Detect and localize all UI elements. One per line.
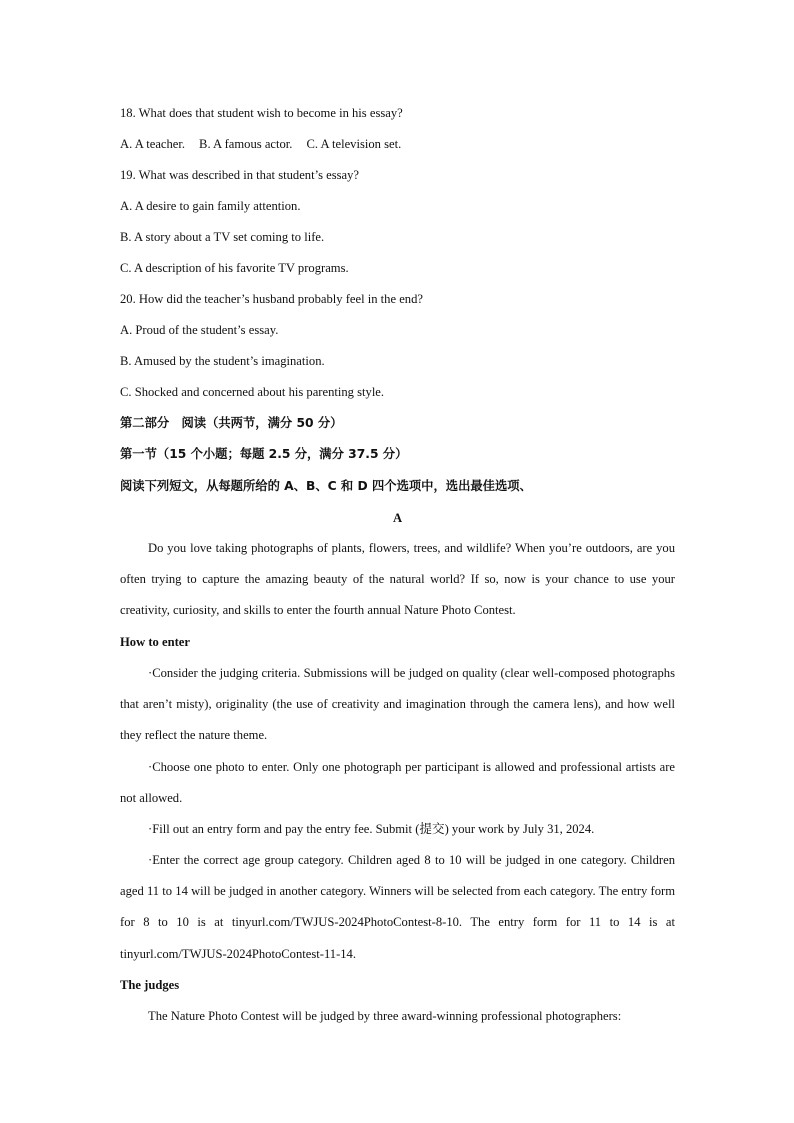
question-20-option-c: C. Shocked and concerned about his parenting style. (120, 385, 385, 399)
passage-letter: A (392, 511, 403, 525)
step-judging-criteria: ·Consider the judging criteria. Submissions will be judged on quality (clear well-composed photographs that aren’t misty), originality (the use of creativity and imagination through the camera lens), and how well they reflect the nature theme. (120, 666, 675, 743)
how-to-enter-heading: How to enter (120, 635, 190, 649)
step-entry-form: ·Fill out an entry form and pay the entry fee. Submit (提交) your work by July 31, 2024. (148, 822, 595, 836)
section-instruction: 阅读下列短文，从每题所给的 A、B、C 和 D 四个选项中，选出最佳选项、 (120, 479, 532, 493)
step-age-category: ·Enter the correct age group category. Children aged 8 to 10 will be judged in one category. Children aged 11 to 14 will be judged in another category. Winners will be selected from each category. The entry form for 8 to 10 is at tinyurl.com/TWJUS-2024PhotoContest-8-10. The entry form for 11 to 14 is at tinyurl.com/TWJUS-2024PhotoContest-11-14. (120, 853, 675, 961)
question-18-option-c: C. A television set. (306, 137, 402, 151)
question-18-option-b: B. A famous actor. (199, 137, 293, 151)
judges-heading: The judges (120, 978, 180, 992)
question-19-option-c: C. A description of his favorite TV programs. (120, 261, 349, 275)
question-20-option-b: B. Amused by the student’s imagination. (120, 354, 325, 368)
question-19-option-b: B. A story about a TV set coming to life. (120, 230, 325, 244)
question-19-stem: 19. What was described in that student’s essay? (120, 168, 359, 182)
question-18-stem: 18. What does that student wish to become in his essay? (120, 106, 403, 120)
step-choose-photo: ·Choose one photo to enter. Only one photograph per participant is allowed and professional artists are not allowed. (120, 760, 675, 806)
question-18-options (120, 136, 675, 152)
passage-intro: Do you love taking photographs of plants, flowers, trees, and wildlife? When you’re outdoors, are you often trying to capture the amazing beauty of the natural world? If so, now is your chance to use your creativity, curiosity, and skills to enter the fourth annual Nature Photo Contest. (120, 541, 675, 618)
part-title: 第二部分 阅读（共两节，满分 50 分） (120, 416, 343, 430)
judges-text: The Nature Photo Contest will be judged by three award-winning professional photographers: (148, 1009, 622, 1023)
question-19-option-a: A. A desire to gain family attention. (120, 199, 301, 213)
question-20-stem: 20. How did the teacher’s husband probably feel in the end? (120, 292, 423, 306)
question-20-option-a: A. Proud of the student’s essay. (120, 323, 279, 337)
question-18-option-a: A. A teacher. (120, 137, 186, 151)
subsection-title: 第一节（15 个小题；每题 2.5 分，满分 37.5 分） (120, 447, 408, 461)
